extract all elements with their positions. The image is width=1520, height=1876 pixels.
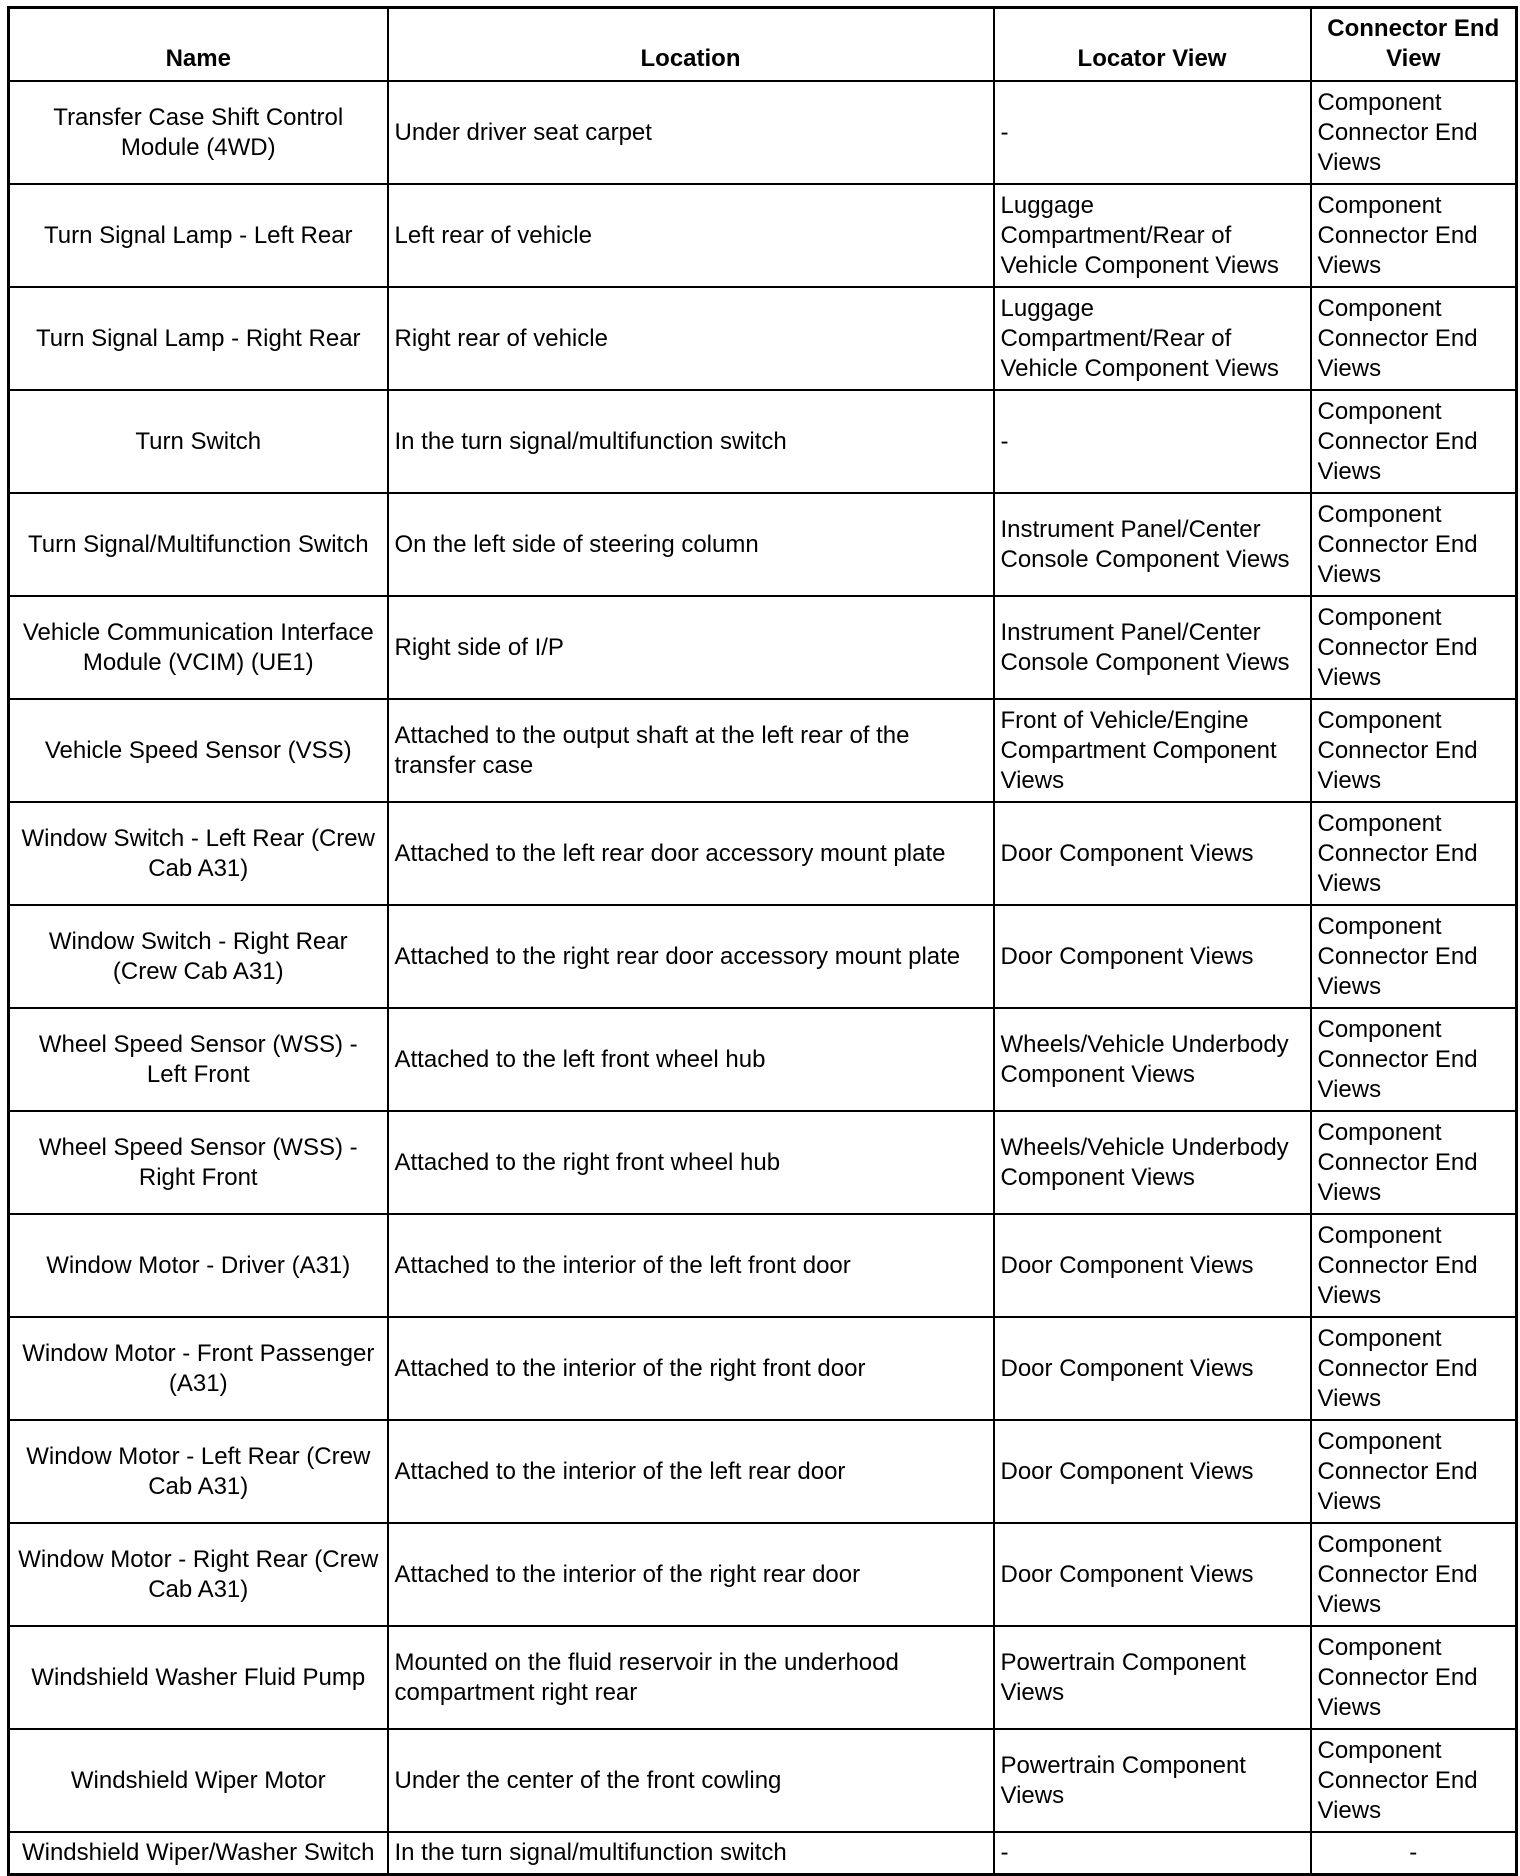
cell-name: Turn Switch	[9, 390, 388, 493]
cell-connector-end-view: Component Connector End Views	[1311, 905, 1517, 1008]
table-row	[9, 1111, 1517, 1214]
cell-connector-end-view: -	[1311, 1832, 1517, 1874]
cell-connector-end-view: Component Connector End Views	[1311, 184, 1517, 287]
cell-name: Wheel Speed Sensor (WSS) - Left Front	[9, 1008, 388, 1111]
cell-connector-end-view: Component Connector End Views	[1311, 493, 1517, 596]
cell-connector-end-view: Component Connector End Views	[1311, 1008, 1517, 1111]
component-locator-table	[7, 6, 1518, 1876]
table-row	[9, 287, 1517, 390]
table-row	[9, 1523, 1517, 1626]
header-locator-view: Locator View	[994, 8, 1311, 82]
cell-location: Mounted on the fluid reservoir in the underhood compartment right rear	[388, 1626, 994, 1729]
cell-location: Attached to the output shaft at the left rear of the transfer case	[388, 699, 994, 802]
cell-name: Turn Signal/Multifunction Switch	[9, 493, 388, 596]
cell-name: Transfer Case Shift Control Module (4WD)	[9, 81, 388, 184]
cell-locator-view: Instrument Panel/Center Console Component Views	[994, 596, 1311, 699]
cell-locator-view: Powertrain Component Views	[994, 1729, 1311, 1832]
cell-locator-view: Door Component Views	[994, 1523, 1311, 1626]
cell-locator-view: -	[994, 390, 1311, 493]
cell-locator-view: Wheels/Vehicle Underbody Component Views	[994, 1008, 1311, 1111]
cell-locator-view: Door Component Views	[994, 1420, 1311, 1523]
cell-connector-end-view: Component Connector End Views	[1311, 1111, 1517, 1214]
cell-connector-end-view: Component Connector End Views	[1311, 699, 1517, 802]
cell-connector-end-view: Component Connector End Views	[1311, 1523, 1517, 1626]
table-row	[9, 1420, 1517, 1523]
cell-connector-end-view: Component Connector End Views	[1311, 802, 1517, 905]
cell-name: Window Switch - Right Rear (Crew Cab A31)	[9, 905, 388, 1008]
cell-locator-view: -	[994, 1832, 1311, 1874]
cell-connector-end-view: Component Connector End Views	[1311, 287, 1517, 390]
cell-locator-view: Powertrain Component Views	[994, 1626, 1311, 1729]
cell-name: Turn Signal Lamp - Left Rear	[9, 184, 388, 287]
cell-name: Windshield Wiper Motor	[9, 1729, 388, 1832]
cell-locator-view: Door Component Views	[994, 1214, 1311, 1317]
cell-location: Attached to the right rear door accessory mount plate	[388, 905, 994, 1008]
cell-name: Window Motor - Right Rear (Crew Cab A31)	[9, 1523, 388, 1626]
cell-locator-view: Instrument Panel/Center Console Component Views	[994, 493, 1311, 596]
cell-locator-view: Door Component Views	[994, 905, 1311, 1008]
cell-locator-view: -	[994, 81, 1311, 184]
table-row	[9, 390, 1517, 493]
cell-name: Windshield Washer Fluid Pump	[9, 1626, 388, 1729]
cell-name: Turn Signal Lamp - Right Rear	[9, 287, 388, 390]
cell-location: Attached to the right front wheel hub	[388, 1111, 994, 1214]
cell-location: Attached to the interior of the left rear door	[388, 1420, 994, 1523]
cell-location: In the turn signal/multifunction switch	[388, 1832, 994, 1874]
cell-name: Windshield Wiper/Washer Switch	[9, 1832, 388, 1874]
cell-connector-end-view: Component Connector End Views	[1311, 1729, 1517, 1832]
cell-locator-view: Door Component Views	[994, 802, 1311, 905]
table-row	[9, 1317, 1517, 1420]
cell-connector-end-view: Component Connector End Views	[1311, 390, 1517, 493]
table-row	[9, 905, 1517, 1008]
header-connector-end-view: Connector End View	[1311, 8, 1517, 82]
cell-location: Under the center of the front cowling	[388, 1729, 994, 1832]
table-row	[9, 596, 1517, 699]
cell-name: Window Motor - Left Rear (Crew Cab A31)	[9, 1420, 388, 1523]
cell-locator-view: Door Component Views	[994, 1317, 1311, 1420]
cell-location: Right rear of vehicle	[388, 287, 994, 390]
table-row	[9, 493, 1517, 596]
cell-location: Attached to the left rear door accessory mount plate	[388, 802, 994, 905]
table-row	[9, 184, 1517, 287]
cell-location: Attached to the interior of the right rear door	[388, 1523, 994, 1626]
cell-connector-end-view: Component Connector End Views	[1311, 1317, 1517, 1420]
cell-connector-end-view: Component Connector End Views	[1311, 1420, 1517, 1523]
cell-locator-view: Front of Vehicle/Engine Compartment Component Views	[994, 699, 1311, 802]
cell-location: On the left side of steering column	[388, 493, 994, 596]
cell-name: Window Motor - Front Passenger (A31)	[9, 1317, 388, 1420]
header-name: Name	[9, 8, 388, 82]
cell-connector-end-view: Component Connector End Views	[1311, 596, 1517, 699]
cell-location: Left rear of vehicle	[388, 184, 994, 287]
component-locator-table-container	[7, 6, 1515, 1876]
header-location: Location	[388, 8, 994, 82]
cell-location: Attached to the interior of the right front door	[388, 1317, 994, 1420]
cell-connector-end-view: Component Connector End Views	[1311, 81, 1517, 184]
table-row	[9, 1729, 1517, 1832]
table-row	[9, 81, 1517, 184]
cell-name: Window Switch - Left Rear (Crew Cab A31)	[9, 802, 388, 905]
cell-name: Vehicle Communication Interface Module (VCIM) (UE1)	[9, 596, 388, 699]
cell-locator-view: Luggage Compartment/Rear of Vehicle Component Views	[994, 287, 1311, 390]
cell-location: In the turn signal/multifunction switch	[388, 390, 994, 493]
cell-location: Right side of I/P	[388, 596, 994, 699]
cell-location: Attached to the interior of the left front door	[388, 1214, 994, 1317]
table-row	[9, 1008, 1517, 1111]
cell-name: Vehicle Speed Sensor (VSS)	[9, 699, 388, 802]
cell-locator-view: Luggage Compartment/Rear of Vehicle Component Views	[994, 184, 1311, 287]
table-row	[9, 802, 1517, 905]
cell-locator-view: Wheels/Vehicle Underbody Component Views	[994, 1111, 1311, 1214]
table-row	[9, 699, 1517, 802]
cell-name: Wheel Speed Sensor (WSS) - Right Front	[9, 1111, 388, 1214]
cell-connector-end-view: Component Connector End Views	[1311, 1626, 1517, 1729]
cell-connector-end-view: Component Connector End Views	[1311, 1214, 1517, 1317]
cell-location: Attached to the left front wheel hub	[388, 1008, 994, 1111]
table-header-row	[9, 8, 1517, 82]
cell-location: Under driver seat carpet	[388, 81, 994, 184]
cell-name: Window Motor - Driver (A31)	[9, 1214, 388, 1317]
table-row	[9, 1626, 1517, 1729]
table-row	[9, 1214, 1517, 1317]
